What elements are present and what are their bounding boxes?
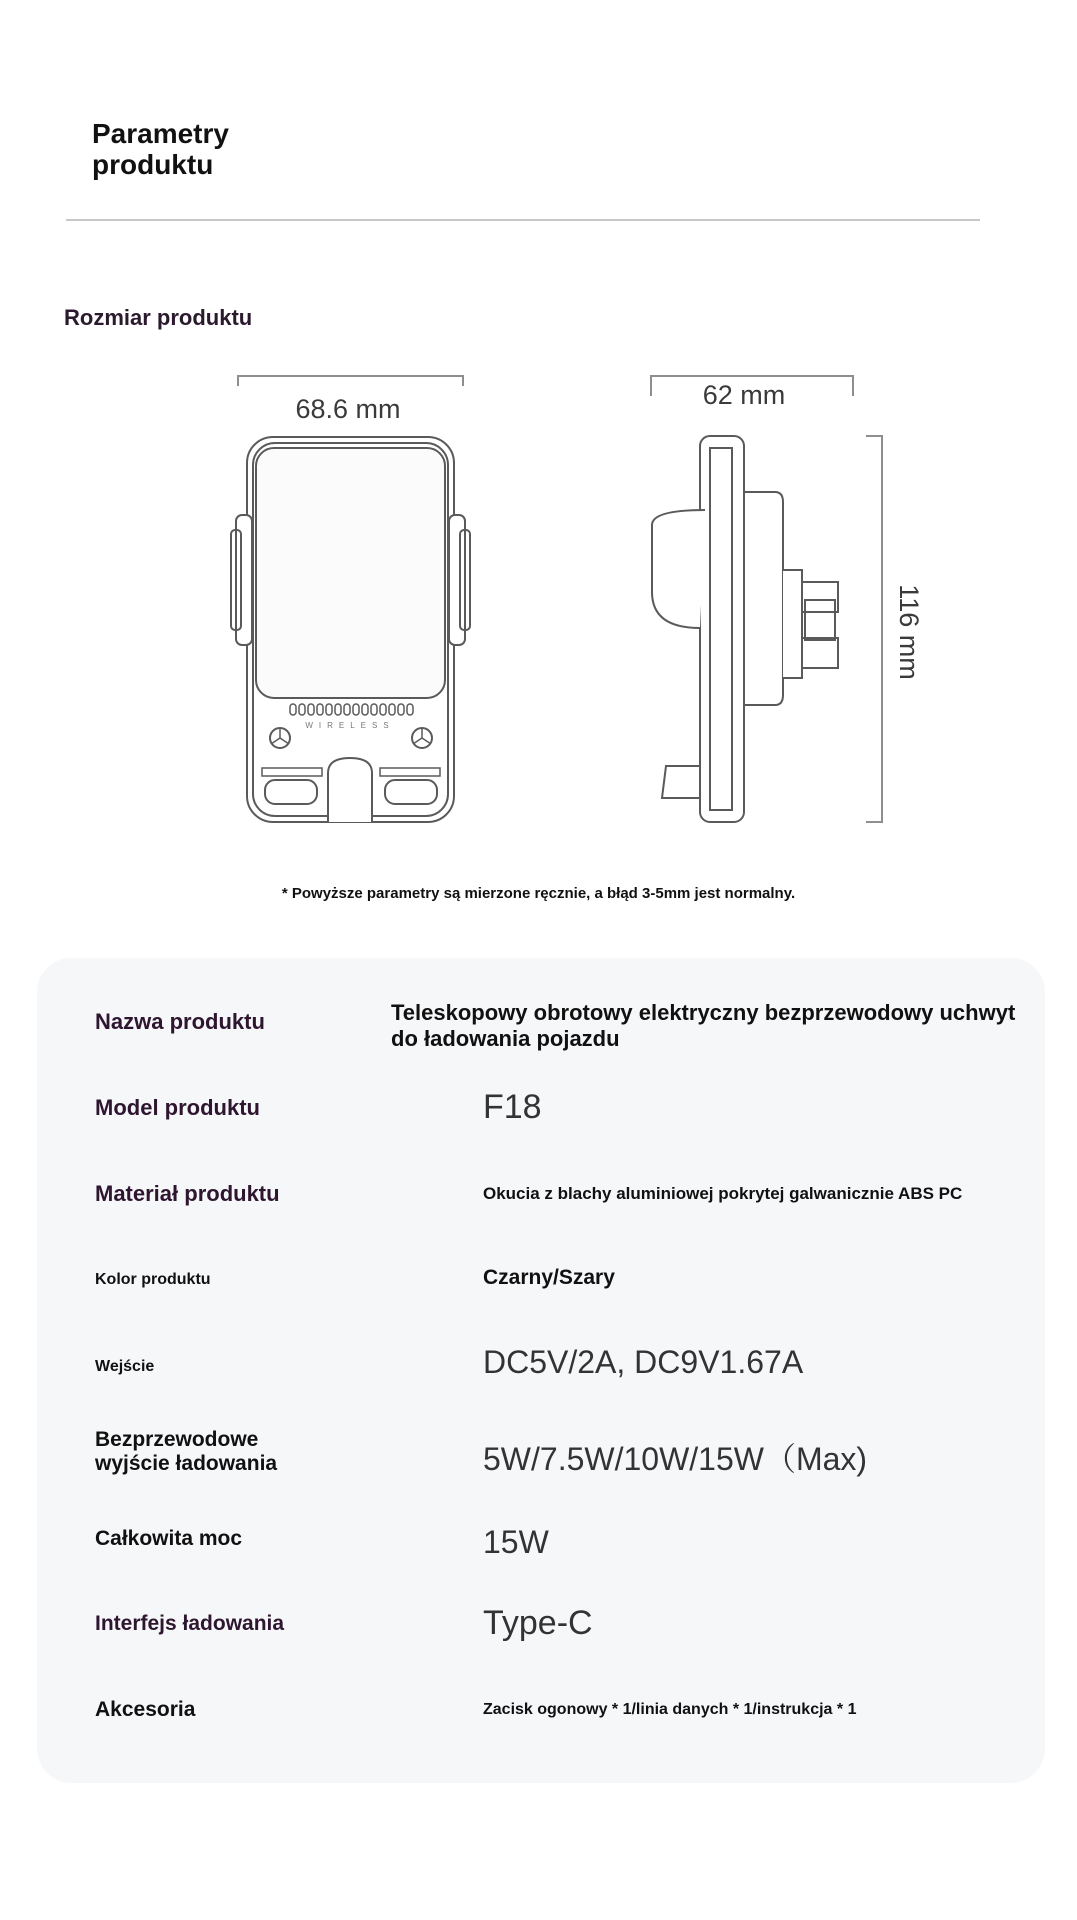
spec-label-name: Nazwa produktu [95,1009,265,1034]
spec-value-model: F18 [483,1088,542,1126]
product-dimension-drawing [0,360,1077,840]
measurement-note: * Powyższe parametry są mierzone ręcznie, a błąd 3-5mm jest normalny. [281,885,796,902]
spec-value-name: Teleskopowy obrotowy elektryczny bezprzewodowy uchwyt do ładowania pojazdu [391,1000,1016,1051]
spec-value-input: DC5V/2A, DC9V1.67A [483,1344,804,1380]
height-dimension-label: 116 mm [894,584,924,680]
spec-label-interface: Interfejs ładowania [95,1612,285,1635]
width-dimension-label: 68.6 mm [295,394,401,424]
spec-value-accessories: Zacisk ogonowy * 1/linia danych * 1/instrukcja * 1 [483,1701,857,1718]
holder-side-view [652,436,838,822]
spec-value-color: Czarny/Szary [483,1266,615,1289]
height-dimension-line [866,436,882,822]
width-dimension-line [238,376,463,386]
spec-label-color: Kolor produktu [95,1271,211,1288]
spec-label-model: Model produktu [95,1095,260,1120]
spec-value-wireless-output: 5W/7.5W/10W/15W（Max) [483,1441,868,1477]
spec-label-total-power: Całkowita moc [95,1527,243,1550]
wireless-badge: WIRELESS [305,721,395,730]
header-divider [66,219,980,221]
spec-value-interface: Type-C [483,1604,593,1642]
section-title: Rozmiar produktu [64,305,253,330]
spec-value-material: Okucia z blachy aluminiowej pokrytej galwanicznie ABS PC [483,1184,963,1203]
holder-front-view [231,437,470,822]
spec-table [37,958,1045,1783]
spec-label-input: Wejście [95,1358,155,1375]
spec-label-wireless-output: Bezprzewodowe wyjście ładowania [95,1428,278,1475]
spec-value-total-power: 15W [483,1524,549,1560]
spec-label-material: Materiał produktu [95,1181,280,1206]
depth-dimension-label: 62 mm [702,380,786,410]
page-title: Parametry produktu [92,118,229,180]
spec-label-accessories: Akcesoria [95,1698,196,1721]
